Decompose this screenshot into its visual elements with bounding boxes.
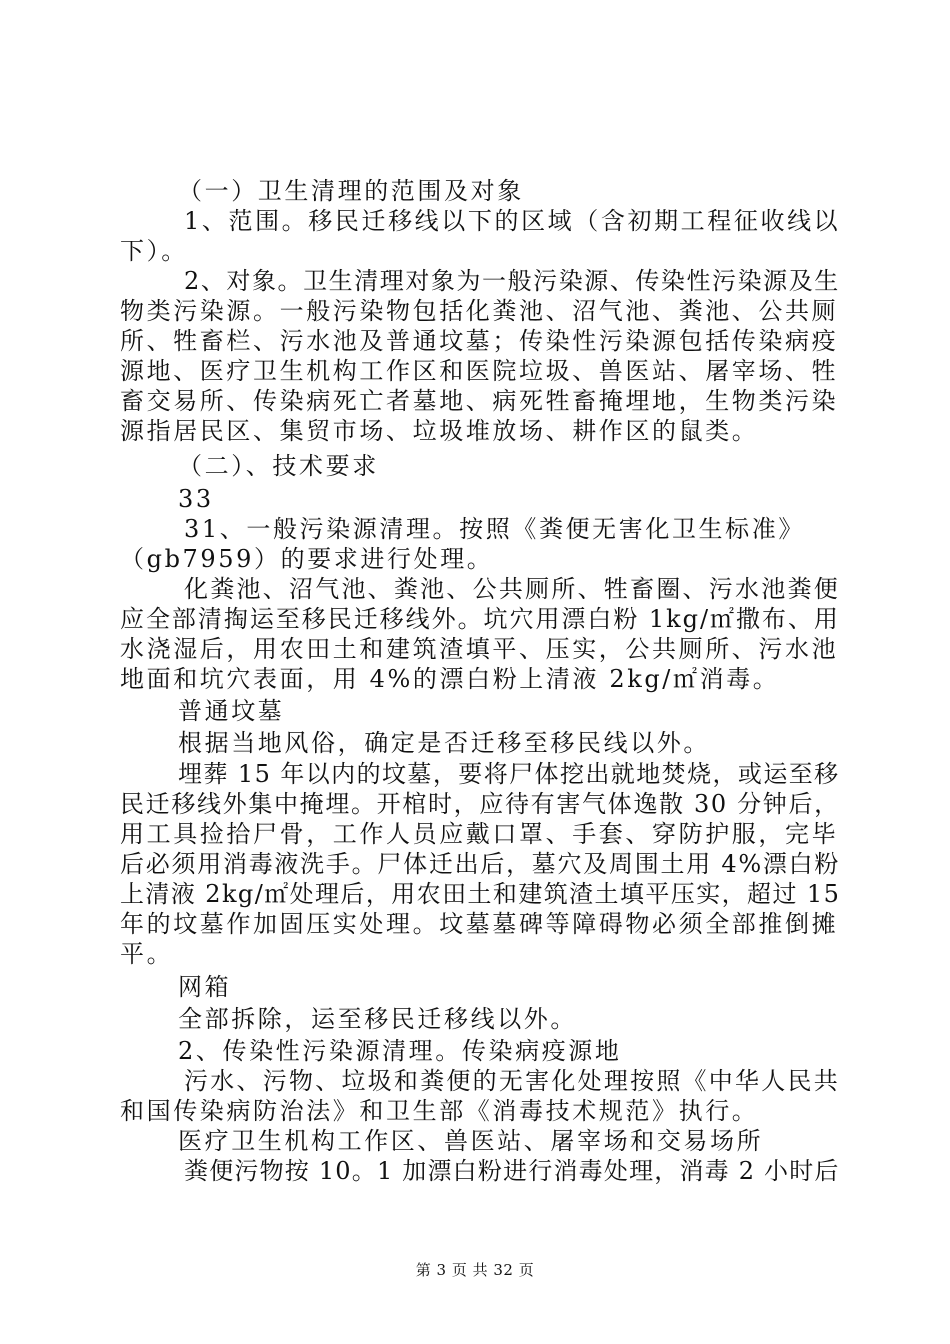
subheading: 网箱 [178, 973, 232, 1001]
paragraph-line: 所、牲畜栏、污水池及普通坟墓；传染性污染源包括传染病疫 [120, 327, 839, 355]
paragraph-line: 下）。 [120, 237, 188, 265]
section-heading-1: （一）卫生清理的范围及对象 [178, 177, 524, 205]
paragraph-line: 化粪池、沼气池、粪池、公共厕所、牲畜圈、污水池粪便 [184, 575, 840, 603]
paragraph-line: 地面和坑穴表面，用 4%的漂白粉上清液 2kg/㎡消毒。 [120, 665, 780, 693]
paragraph-line: 物类污染源。一般污染物包括化粪池、沼气池、粪池、公共厕 [120, 297, 839, 325]
paragraph-line: （gb7959）的要求进行处理。 [120, 545, 494, 573]
paragraph-line: 33 [178, 485, 214, 513]
page-footer: 第 3 页 共 32 页 [415, 1261, 535, 1279]
paragraph-line: 31、一般污染源清理。按照《粪便无害化卫生标准》 [184, 515, 805, 543]
paragraph-line: 和国传染病防治法》和卫生部《消毒技术规范》执行。 [120, 1097, 759, 1125]
paragraph-line: 埋葬 15 年以内的坟墓，要将尸体挖出就地焚烧，或运至移 [178, 760, 840, 788]
paragraph-line: 用工具捡拾尸骨，工作人员应戴口罩、手套、穿防护服，完毕 [120, 820, 839, 848]
paragraph-line: 年的坟墓作加固压实处理。坟墓墓碑等障碍物必须全部推倒摊 [120, 910, 839, 938]
paragraph-line: 1、范围。移民迁移线以下的区域（含初期工程征收线以 [184, 207, 841, 235]
paragraph-line: 源指居民区、集贸市场、垃圾堆放场、耕作区的鼠类。 [120, 417, 759, 445]
subheading: 普通坟墓 [178, 697, 285, 725]
paragraph-line: 平。 [120, 940, 174, 968]
section-heading-2: （二）、技术要求 [178, 452, 379, 480]
paragraph-line: 应全部清掏运至移民迁移线外。坑穴用漂白粉 1kg/㎡撒布、用 [120, 605, 840, 633]
subheading: 医疗卫生机构工作区、兽医站、屠宰场和交易场所 [178, 1127, 764, 1155]
paragraph-line: 2、对象。卫生清理对象为一般污染源、传染性污染源及生 [184, 267, 840, 295]
paragraph-line: 源地、医疗卫生机构工作区和医院垃圾、兽医站、屠宰场、牲 [120, 357, 839, 385]
paragraph-line: 上清液 2kg/㎡处理后，用农田土和建筑渣土填平压实，超过 15 [120, 880, 841, 908]
paragraph-line: 粪便污物按 10。1 加漂白粉进行消毒处理，消毒 2 小时后 [184, 1157, 840, 1185]
paragraph-line: 民迁移线外集中掩埋。开棺时，应待有害气体逸散 30 分钟后， [120, 790, 840, 818]
paragraph-line: 根据当地风俗，确定是否迁移至移民线以外。 [178, 729, 710, 757]
paragraph-line: 水浇湿后，用农田土和建筑渣填平、压实，公共厕所、污水池 [120, 635, 839, 663]
paragraph-line: 2、传染性污染源清理。传染病疫源地 [178, 1037, 622, 1065]
paragraph-line: 后必须用消毒液洗手。尸体迁出后，墓穴及周围土用 4%漂白粉 [120, 850, 841, 878]
paragraph-line: 畜交易所、传染病死亡者墓地、病死牲畜掩埋地，生物类污染 [120, 387, 839, 415]
paragraph-line: 污水、污物、垃圾和粪便的无害化处理按照《中华人民共 [184, 1067, 840, 1095]
paragraph-line: 全部拆除，运至移民迁移线以外。 [178, 1005, 577, 1033]
